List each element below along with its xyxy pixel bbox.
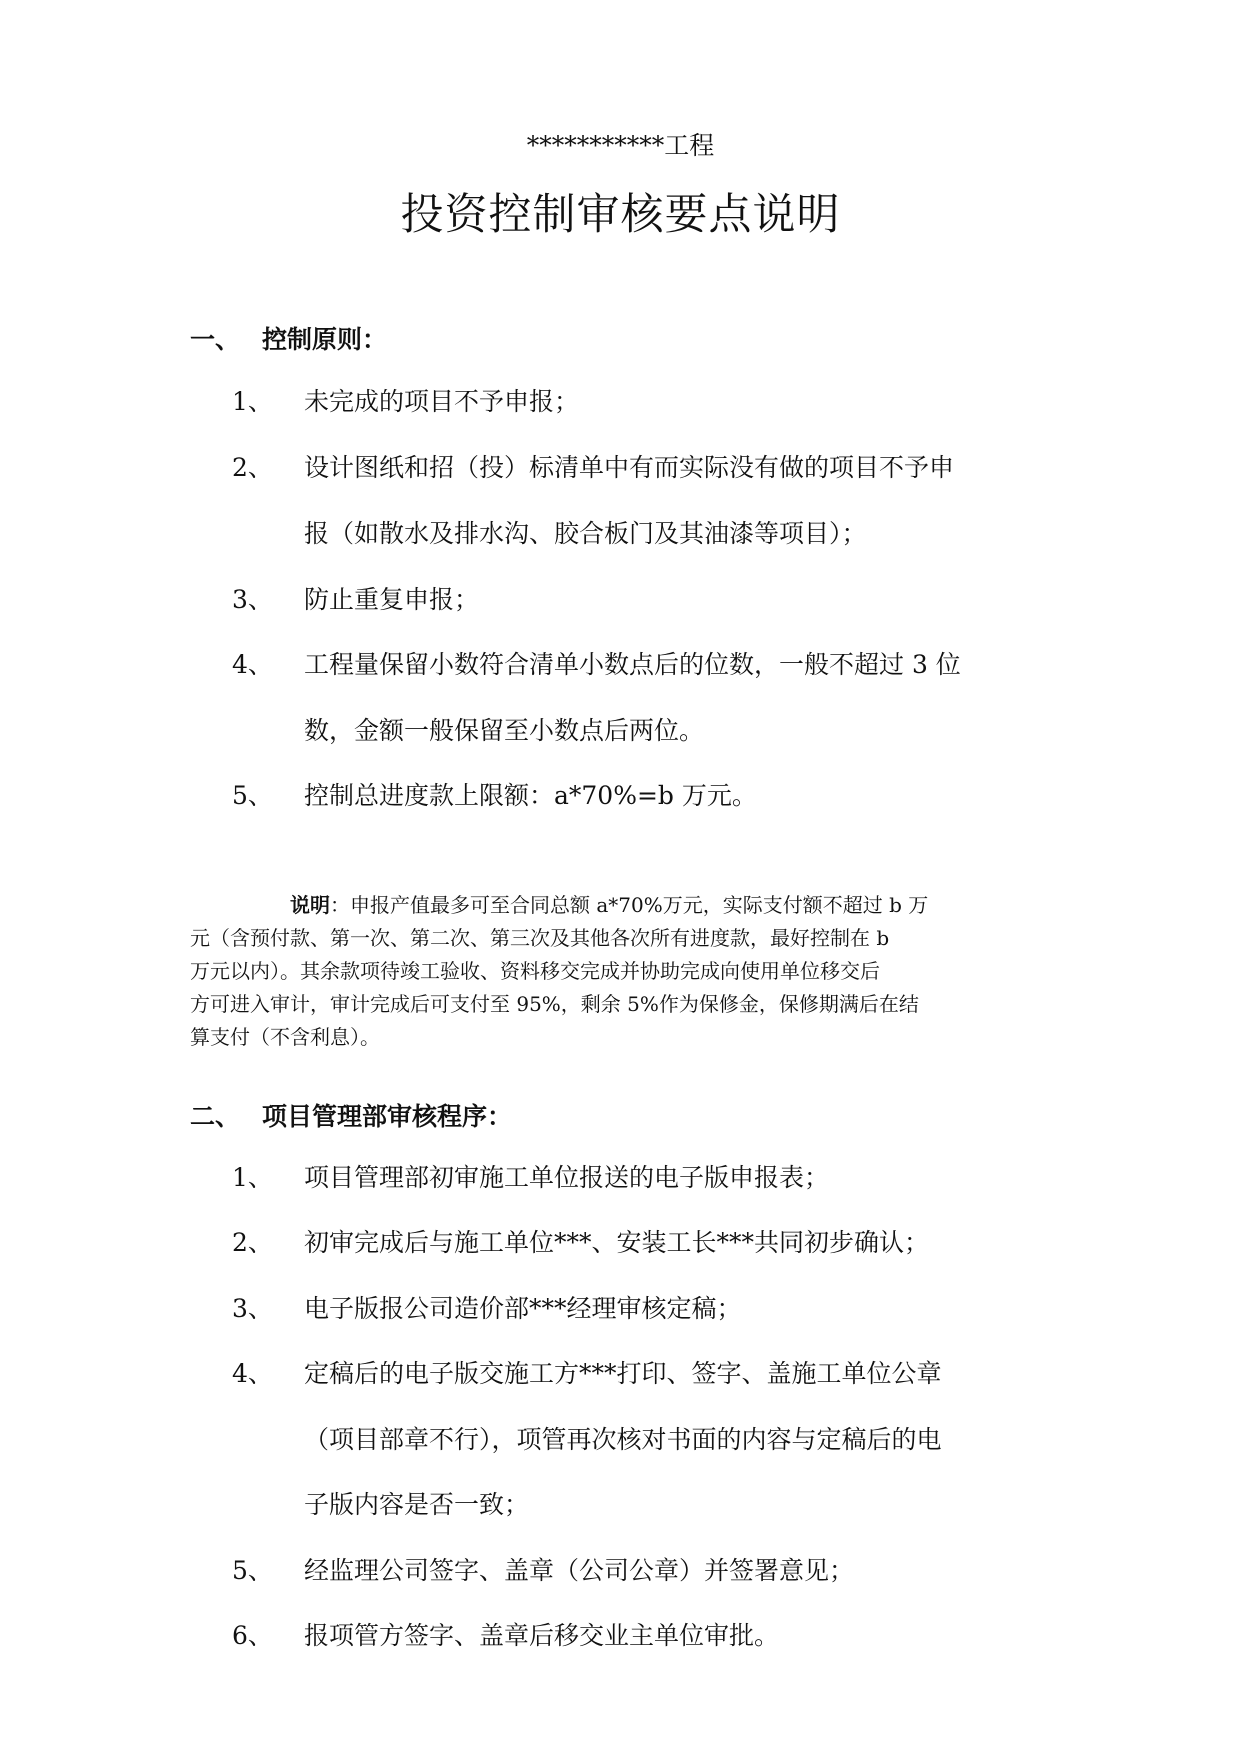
- item-text-continued: （项目部章不行），项管再次核对书面的内容与定稿后的电: [304, 1425, 942, 1454]
- note-line: 万元以内）。其余款项待竣工验收、资料移交完成并协助完成向使用单位移交后: [190, 959, 880, 983]
- item-text: 初审完成后与施工单位***、安装工长***共同初步确认；: [304, 1228, 930, 1257]
- note-line: 元（含预付款、第一次、第二次、第三次及其他各次所有进度款，最好控制在 b: [190, 926, 890, 950]
- section-heading-control-principles: [190, 322, 387, 358]
- item-number: 4、: [232, 650, 273, 679]
- item-text-continued: 子版内容是否一致；: [304, 1490, 530, 1519]
- item-number: 5、: [232, 781, 273, 810]
- item-text: 防止重复申报；: [304, 585, 480, 614]
- item-number: 2、: [232, 1228, 273, 1257]
- section-heading-review-procedure: [190, 1099, 512, 1135]
- note-text: ：申报产值最多可至合同总额 a*70%万元，实际支付额不超过 b 万: [330, 893, 929, 917]
- document-subtitle: ***********工程: [526, 131, 715, 160]
- note-line: 方可进入审计，审计完成后可支付至 95%，剩余 5%作为保修金，保修期满后在结: [190, 992, 919, 1016]
- item-text: 工程量保留小数符合清单小数点后的位数，一般不超过 3 位: [304, 650, 961, 679]
- item-text: 控制总进度款上限额：a*70%=b 万元。: [304, 781, 757, 810]
- item-number: 4、: [232, 1359, 273, 1388]
- item-text: 报项管方签字、盖章后移交业主单位审批。: [304, 1621, 780, 1650]
- item-number: 2、: [232, 453, 273, 482]
- item-text-continued: 数，金额一般保留至小数点后两位。: [304, 716, 705, 745]
- item-text: 电子版报公司造价部***经理审核定稿；: [304, 1294, 742, 1323]
- item-text: 设计图纸和招（投）标清单中有而实际没有做的项目不予申: [304, 453, 955, 482]
- item-number: 3、: [232, 1294, 273, 1323]
- item-number: 6、: [232, 1621, 273, 1650]
- item-number: 5、: [232, 1556, 273, 1585]
- section-title: 项目管理部审核程序：: [262, 1102, 513, 1131]
- item-number: 1、: [232, 1163, 273, 1192]
- item-text: 定稿后的电子版交施工方***打印、签字、盖施工单位公章: [304, 1359, 942, 1388]
- item-number: 1、: [232, 387, 273, 416]
- document-title: 投资控制审核要点说明: [400, 190, 841, 240]
- item-number: 3、: [232, 585, 273, 614]
- note-line: [190, 889, 1050, 921]
- item-text: 经监理公司签字、盖章（公司公章）并签署意见；: [304, 1556, 855, 1585]
- item-text: 项目管理部初审施工单位报送的电子版申报表；: [304, 1163, 830, 1192]
- item-text: 未完成的项目不予申报；: [304, 387, 580, 416]
- note-line: 算支付（不含利息）。: [190, 1025, 380, 1049]
- note-label: 说明: [290, 893, 330, 917]
- section-number: 一、: [190, 325, 241, 354]
- section-title: 控制原则：: [262, 325, 388, 354]
- item-text-continued: 报（如散水及排水沟、胶合板门及其油漆等项目）；: [304, 519, 867, 548]
- section-number: 二、: [190, 1102, 241, 1131]
